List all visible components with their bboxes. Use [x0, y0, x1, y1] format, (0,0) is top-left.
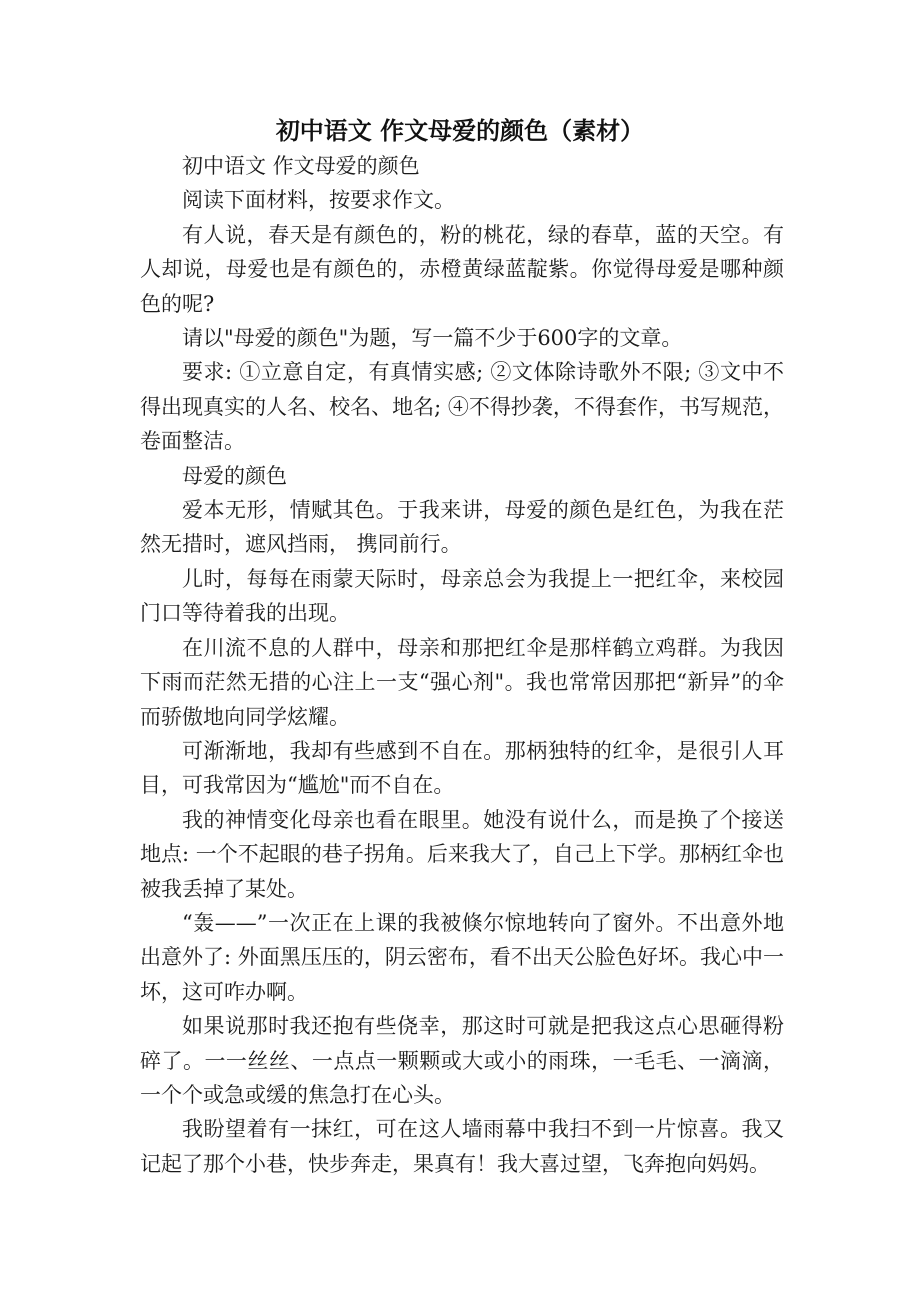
- essay-paragraph: 我的神情变化母亲也看在眼里。她没有说什么，而是换了个接送地点: 一个不起眼的巷子拐角。后来我大了，自己上下学。那柄红伞也被我丢掉了某处。: [140, 807, 784, 901]
- prompt-paragraph: 请以"母爱的颜色"为题，写一篇不少于600字的文章。: [182, 326, 683, 351]
- material-paragraph: 有人说，春天是有颜色的，粉的桃花，绿的春草，蓝的天空。有人却说，母爱也是有颜色的，赤橙黄绿蓝靛紫。你觉得母爱是哪种颜色的呢?: [140, 222, 784, 316]
- essay-paragraph: 我盼望着有一抹红，可在这人墙雨幕中我扫不到一片惊喜。我又记起了那个小巷，快步奔走，果真有！我大喜过望，飞奔抱向妈妈。: [140, 1117, 784, 1176]
- essay-paragraph: “轰——”一次正在上课的我被倏尔惊地转向了窗外。不出意外地出意外了: 外面黑压压的，阴云密布，看不出天公脸色好坏。我心中一坏，这可咋办啊。: [140, 910, 784, 1004]
- requirements-paragraph: 要求: ①立意自定，有真情实感; ②文体除诗歌外不限; ③文中不得出现真实的人名、校名、地名; ④不得抄袭，不得套作，书写规范，卷面整洁。: [140, 360, 784, 454]
- essay-paragraph: 在川流不息的人群中，母亲和那把红伞是那样鹤立鸡群。为我因下雨而茫然无措的心注上一支“强心剂"。我也常常因那把“新异”的伞而骄傲地向同学炫耀。: [140, 635, 784, 729]
- essay-paragraph: 可渐渐地，我却有些感到不自在。那柄独特的红伞，是很引人耳目，可我常因为“尴尬"而不自在。: [140, 738, 784, 798]
- document-title: 初中语文 作文母爱的颜色（素材）: [275, 117, 645, 145]
- essay-paragraph: 如果说那时我还抱有些侥幸，那这时可就是把我这点心思砸得粉碎了。一一丝丝、一点点一颗颗或大或小的雨珠，一毛毛、一滴滴，一个个或急或缓的焦急打在心头。: [140, 1014, 784, 1107]
- document-body: [140, 149, 784, 1181]
- essay-title-paragraph: 母爱的颜色: [182, 463, 287, 488]
- essay-paragraph: 爱本无形，情赋其色。于我来讲，母爱的颜色是红色，为我在茫然无措时，遮风挡雨， 携同前行。: [140, 498, 784, 557]
- essay-paragraph: 儿时，每每在雨蒙天际时，母亲总会为我提上一把红伞，来校园门口等待着我的出现。: [140, 566, 784, 626]
- heading-subtitle-paragraph: 初中语文 作文母爱的颜色: [182, 154, 420, 178]
- instruction-paragraph: 阅读下面材料，按要求作文。: [182, 188, 455, 213]
